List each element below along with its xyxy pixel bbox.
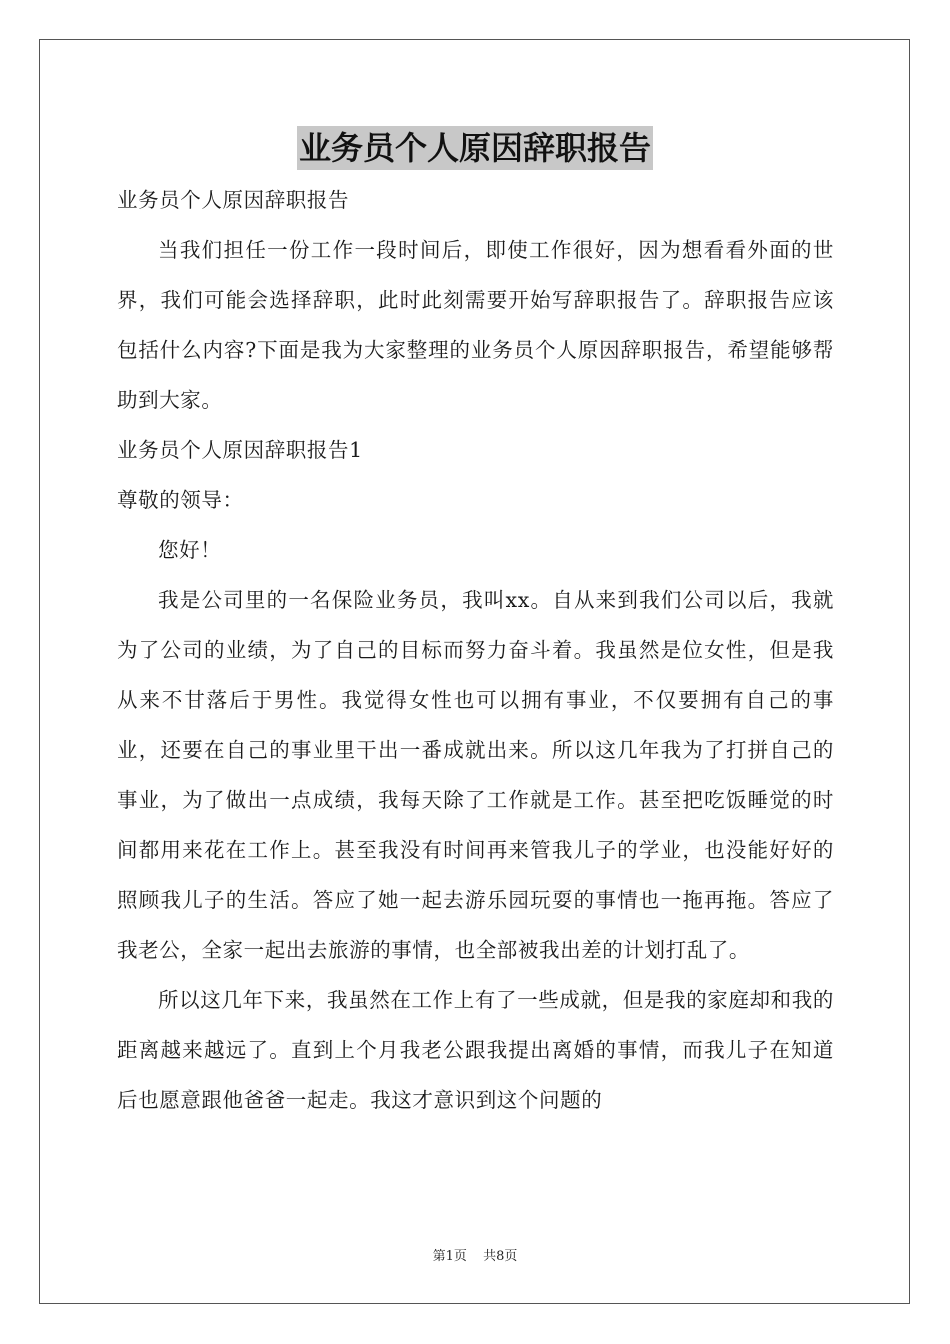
subtitle-line: 业务员个人原因辞职报告 — [117, 188, 350, 212]
page-total: 共8页 — [483, 1249, 518, 1264]
section-heading: 业务员个人原因辞职报告1 — [117, 438, 363, 462]
page-number: 第1页 — [432, 1249, 467, 1264]
salutation: 尊敬的领导： — [117, 488, 244, 512]
document-body — [117, 175, 834, 1125]
page-footer — [0, 1245, 950, 1264]
body-paragraph: 我是公司里的一名保险业务员，我叫xx。自从来到我们公司以后，我就为了公司的业绩，为了自己的目标而努力奋斗着。我虽然是位女性，但是我从来不甘落后于男性。我觉得女性也可以拥有事业，不仅要拥有自己的事业，还要在自己的事业里干出一番成就出来。所以这几年我为了打拼自己的事业，为了做出一点成绩，我每天除了工作就是工作。甚至把吃饭睡觉的时间都用来花在工作上。甚至我没有时间再来管我儿子的学业，也没能好好的照顾我儿子的生活。答应了她一起去游乐园玩耍的事情也一拖再拖。答应了我老公，全家一起出去旅游的事情，也全部被我出差的计划打乱了。 — [117, 588, 834, 962]
body-paragraph: 所以这几年下来，我虽然在工作上有了一些成就，但是我的家庭却和我的距离越来越远了。直到上个月我老公跟我提出离婚的事情，而我儿子在知道后也愿意跟他爸爸一起走。我这才意识到这个问题的 — [117, 988, 834, 1112]
intro-paragraph: 当我们担任一份工作一段时间后，即使工作很好，因为想看看外面的世界，我们可能会选择辞职，此时此刻需要开始写辞职报告了。辞职报告应该包括什么内容?下面是我为大家整理的业务员个人原因辞职报告，希望能够帮助到大家。 — [117, 238, 834, 412]
document-title: 业务员个人原因辞职报告 — [297, 126, 653, 170]
greeting: 您好！ — [158, 538, 222, 562]
title-container — [0, 126, 950, 170]
